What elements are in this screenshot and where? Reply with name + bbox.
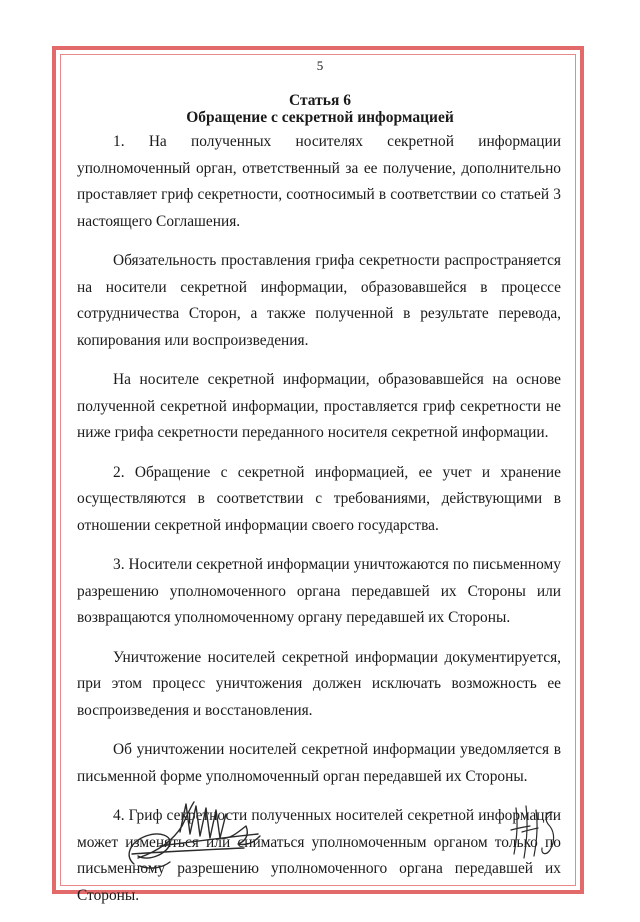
article-heading [80,92,560,126]
page-number: 5 [316,58,324,73]
signature-right [508,800,566,866]
paragraph: Уничтожение носителей секретной информации документируется, при этом процесс уничтожения должен исключать возможность ее воспроизведения и восстановления. [77,648,561,719]
article-subtitle: Обращение с секретной информацией [186,109,454,126]
paragraph: На носителе секретной информации, образовавшейся на основе полученной секретной информации, проставляется гриф секретности не ниже грифа секретности переданного носителя секретной информации. [77,371,561,441]
paragraph: 3. Носители секретной информации уничтожаются по письменному разрешению уполномоченного органа передавшей их Стороны или возвращаются уполномоченному органу передавшей их Стороны. [77,556,561,626]
paragraph: Об уничтожении носителей секретной информации уведомляется в письменной форме уполномоченный орган передавшей их Стороны. [77,741,561,785]
paragraph: 4. Гриф секретности полученных носителей секретной информации может изменяться или сниматься уполномоченным органом только по письменному разрешению уполномоченного органа передавшей их Стороны. [77,807,561,904]
paragraph: 2. Обращение с секретной информацией, ее учет и хранение осуществляются в соответствии с требованиями, действующими в отношении секретной информации своего государства. [77,463,561,534]
signature-left [120,796,270,878]
article-title: Статья 6 [289,92,351,109]
paragraph: Обязательность проставления грифа секретности распространяется на носители секретной информации, образовавшейся в процессе сотрудничества Сторон, а также полученной в результате перевода, копирования или воспроизведения. [77,252,561,349]
paragraph: 1. На полученных носителях секретной информации уполномоченный орган, ответственный за ее получение, дополнительно проставляет гриф секретности, соотносимый в соответствии со статьей 3 настоящего Соглашения. [77,133,561,230]
